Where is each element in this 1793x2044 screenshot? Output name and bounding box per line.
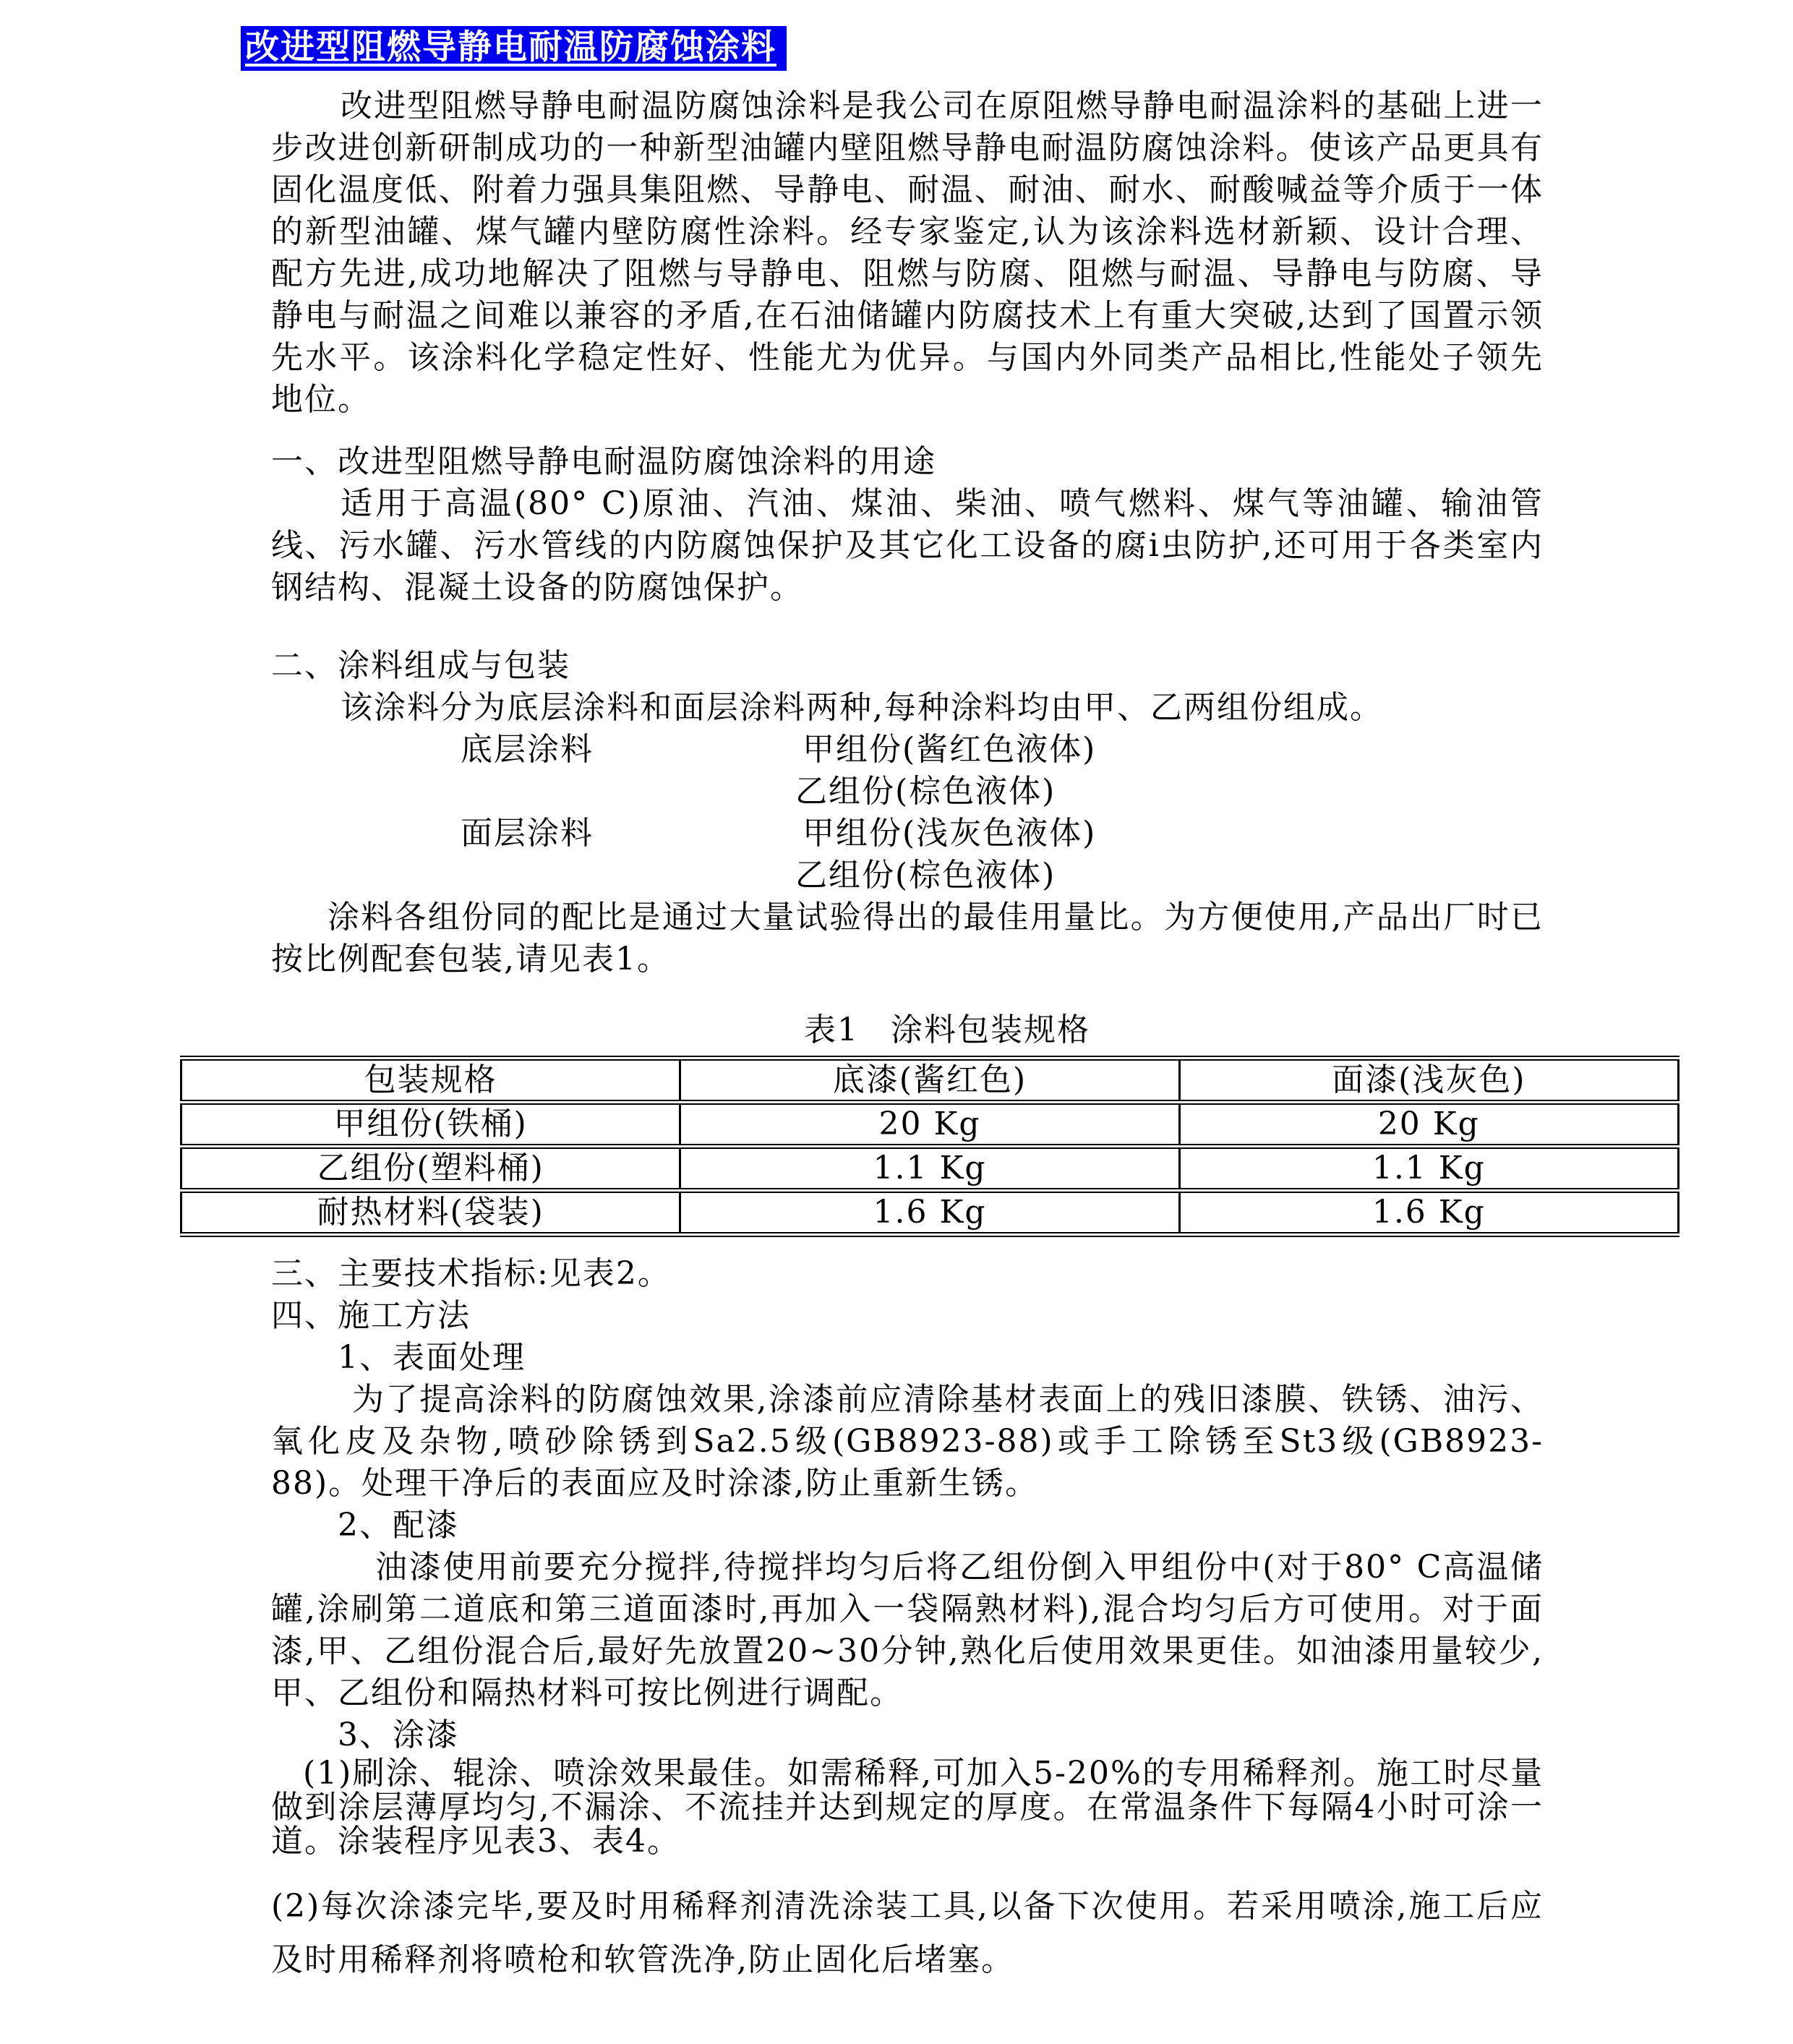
table-row [181,1103,1679,1147]
step-1-heading: 1、表面处理 [338,1339,526,1376]
section-4-heading: 四、施工方法 [271,1297,471,1334]
cell-row1-topcoat: 20 Kg [1179,1103,1678,1147]
step-3-item-1: (1)刷涂、辊涂、喷涂效果最佳。如需稀释,可加入5-20%的专用稀释剂。施工时尽量做到涂层薄厚均匀,不漏涂、不流挂并达到规定的厚度。在常温条件下每隔4小时可涂一道。涂装程序见表3、表4。 [271,1755,1544,1860]
cell-row2-primer: 1.1 Kg [680,1147,1179,1191]
table1-caption-title: 涂料包装规格 [891,1012,1090,1048]
primer-label: 底层涂料 [461,731,594,768]
cell-row3-primer: 1.6 Kg [680,1191,1179,1235]
topcoat-component-a: 甲组份(浅灰色液体) [803,815,1097,852]
composition-primer-line [271,729,1544,771]
table-row [181,1191,1679,1235]
section-1-heading: 一、改进型阻燃导静电耐温防腐蚀涂料的用途 [271,443,936,480]
section-1-body: 适用于高温(80° C)原油、汽油、煤油、柴油、喷气燃料、煤气等油罐、输油管线、污水罐、污水管线的内防腐蚀保护及其它化工设备的腐i虫防护,还可用于各类室内钢结构、混凝土设备的防腐蚀保护。 [271,485,1544,606]
primer-component-a: 甲组份(酱红色液体) [803,731,1097,768]
cell-row1-primer: 20 Kg [680,1103,1179,1147]
cell-row1-label: 甲组份(铁桶) [181,1103,680,1147]
step-2-heading: 2、配漆 [338,1507,459,1544]
section-3-heading: 三、主要技术指标:见表2。 [271,1255,671,1292]
composition-primer-b-line [271,771,1544,813]
packing-table [180,1056,1679,1237]
document-title: 改进型阻燃导静电耐温防腐蚀涂料 [241,26,787,71]
cell-row3-label: 耐热材料(袋装) [181,1191,680,1235]
step-2-body: 油漆使用前要充分搅拌,待搅拌均匀后将乙组份倒入甲组份中(对于80° C高温储罐,涂刷第二道底和第三道面漆时,再加入一袋隔熟材料),混合均匀后方可使用。对于面漆,甲、乙组份混合后,最好先放置20~30分钟,熟化后使用效果更佳。如油漆用量较少,甲、乙组份和隔热材料可按比例进行调配。 [271,1549,1544,1711]
header-cell-topcoat: 面漆(浅灰色) [1179,1059,1678,1103]
title-row [245,26,1544,71]
topcoat-component-b: 乙组份(棕色液体) [795,857,1056,894]
intro-paragraph: 改进型阻燃导静电耐温防腐蚀涂料是我公司在原阻燃导静电耐温涂料的基础上进一步改进创新研制成功的一种新型油罐内壁阻燃导静电耐温防腐蚀涂料。使该产品更具有固化温度低、附着力强具集阻燃、导静电、耐温、耐油、耐水、耐酸喊益等介质于一体的新型油罐、煤气罐内壁防腐性涂料。经专家鉴定,认为该涂料选材新颖、设计合理、配方先进,成功地解决了阻燃与导静电、阻燃与防腐、阻燃与耐温、导静电与防腐、导静电与耐温之间难以兼容的矛盾,在石油储罐内防腐技术上有重大突破,达到了国置示领先水平。该涂料化学稳定性好、性能尤为优异。与国内外同类产品相比,性能处子领先地位。 [271,87,1544,418]
table-row [181,1147,1679,1191]
section-2-heading: 二、涂料组成与包装 [271,647,570,684]
table-header-row [181,1059,1679,1103]
table1-caption-number: 表1 [804,1012,859,1048]
cell-row3-topcoat: 1.6 Kg [1179,1191,1678,1235]
cell-row2-topcoat: 1.1 Kg [1179,1147,1678,1191]
section-2-intro: 该涂料分为底层涂料和面层涂料两种,每种涂料均由甲、乙两组份组成。 [341,689,1383,726]
table1-caption [271,1009,1544,1051]
cell-row2-label: 乙组份(塑料桶) [181,1147,680,1191]
packing-note: 涂料各组份同的配比是通过大量试验得出的最佳用量比。为方便使用,产品出厂时已按比例配套包装,请见表1。 [271,899,1544,978]
header-cell-primer: 底漆(酱红色) [680,1059,1179,1103]
topcoat-label: 面层涂料 [461,815,594,852]
header-cell-spec: 包装规格 [181,1059,680,1103]
step-3-item-2: (2)每次涂漆完毕,要及时用稀释剂清洗涂装工具,以备下次使用。若采用喷涂,施工后应及时用稀释剂将喷枪和软管洗净,防止固化后堵塞。 [271,1888,1544,1978]
composition-topcoat-line [271,813,1544,855]
composition-topcoat-b-line [271,855,1544,897]
step-3-heading: 3、涂漆 [338,1716,459,1753]
step-1-body: 为了提高涂料的防腐蚀效果,涂漆前应清除基材表面上的残旧漆膜、铁锈、油污、氧化皮及杂物,喷砂除锈到Sa2.5级(GB8923-88)或手工除锈至St3级(GB8923-88)。处理干净后的表面应及时涂漆,防止重新生锈。 [271,1381,1544,1502]
primer-component-b: 乙组份(棕色液体) [795,773,1056,810]
